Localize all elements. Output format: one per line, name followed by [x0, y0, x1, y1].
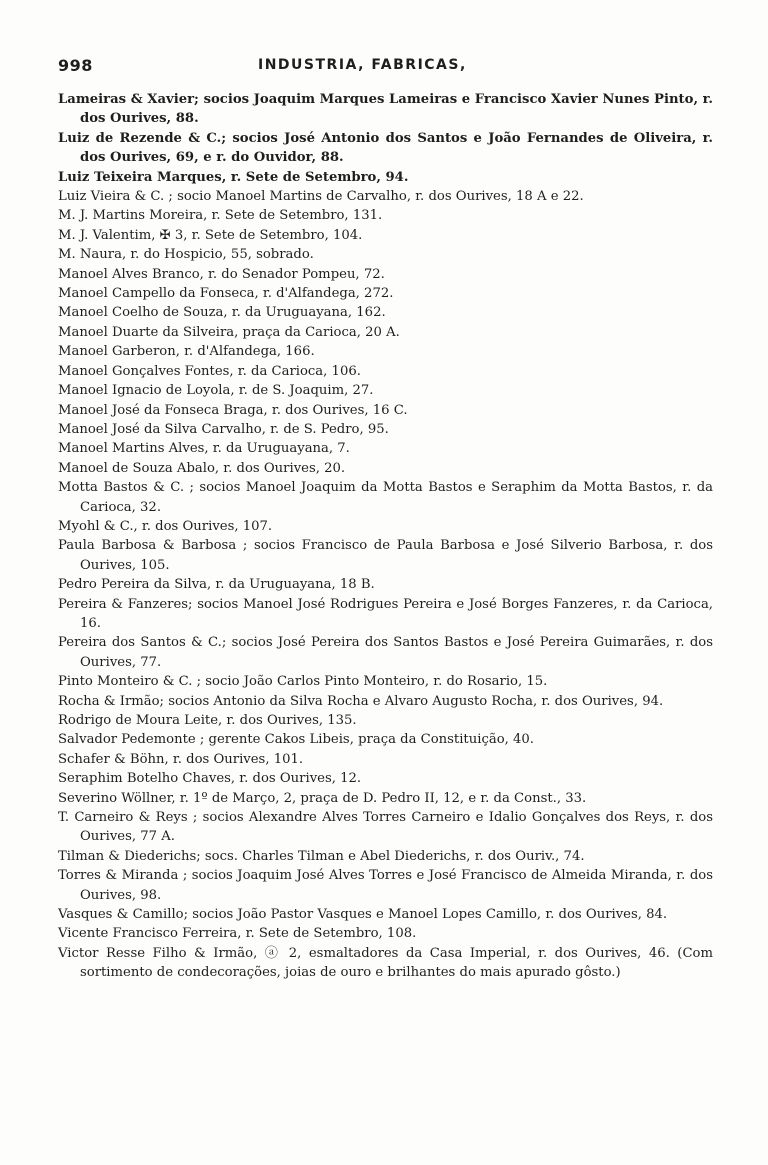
directory-entry: Rocha & Irmão; socios Antonio da Silva Rocha e Alvaro Augusto Rocha, r. dos Ourives, 94. — [58, 693, 664, 709]
directory-entry: Salvador Pedemonte ; gerente Cakos Libeis, praça da Constituição, 40. — [58, 732, 534, 748]
directory-entry: Vicente Francisco Ferreira, r. Sete de Setembro, 108. — [58, 926, 417, 942]
directory-entry: Victor Resse Filho & Irmão, ⓐ 2, esmaltadores da Casa Imperial, r. dos Ourives, 46. (Com sortimento de condecorações, joias de ouro e brilhantes do mais apurado gôsto.) — [58, 945, 713, 981]
directory-entry: Manoel Garberon, r. d'Alfandega, 166. — [58, 344, 315, 360]
page-header — [58, 56, 708, 82]
directory-entry: Severino Wöllner, r. 1º de Março, 2, praça de D. Pedro II, 12, e r. da Const., 33. — [58, 790, 587, 806]
directory-entry: Paula Barbosa & Barbosa ; socios Francisco de Paula Barbosa e José Silverio Barbosa, r. dos Ourives, 105. — [58, 538, 713, 573]
page-number: 998 — [58, 56, 93, 75]
directory-entry: Luiz Teixeira Marques, r. Sete de Setembro, 94. — [58, 169, 409, 185]
directory-entry: M. J. Valentim, ✠ 3, r. Sete de Setembro, 104. — [58, 227, 363, 243]
directory-entry: Manoel Gonçalves Fontes, r. da Carioca, 106. — [58, 363, 361, 379]
directory-entry: Seraphim Botelho Chaves, r. dos Ourives, 12. — [58, 771, 362, 787]
directory-entry: Pereira dos Santos & C.; socios José Pereira dos Santos Bastos e José Pereira Guimarães, r. dos Ourives, 77. — [58, 635, 713, 670]
directory-entry: Luiz Vieira & C. ; socio Manoel Martins de Carvalho, r. dos Ourives, 18 A e 22. — [58, 189, 584, 205]
directory-entry: Pedro Pereira da Silva, r. da Uruguayana, 18 B. — [58, 577, 375, 593]
directory-entry: Motta Bastos & C. ; socios Manoel Joaquim da Motta Bastos e Seraphim da Motta Bastos, r. da Carioca, 32. — [58, 480, 713, 515]
directory-entry: Manoel Duarte da Silveira, praça da Carioca, 20 A. — [58, 324, 400, 340]
directory-entry: Schafer & Böhn, r. dos Ourives, 101. — [58, 751, 304, 767]
directory-entry: Myohl & C., r. dos Ourives, 107. — [58, 518, 273, 534]
directory-entry: Pinto Monteiro & C. ; socio João Carlos Pinto Monteiro, r. do Rosario, 15. — [58, 674, 548, 690]
directory-entry: Luiz de Rezende & C.; socios José Antonio dos Santos e João Fernandes de Oliveira, r. dos Ourives, 69, e r. do Ouvidor, 88. — [58, 130, 713, 166]
directory-entry: T. Carneiro & Reys ; socios Alexandre Alves Torres Carneiro e Idalio Gonçalves dos Reys, r. dos Ourives, 77 A. — [58, 810, 713, 845]
directory-entry: Manoel José da Fonseca Braga, r. dos Ourives, 16 C. — [58, 402, 408, 418]
directory-entry: M. Naura, r. do Hospicio, 55, sobrado. — [58, 247, 314, 263]
directory-entry: Manoel Coelho de Souza, r. da Uruguayana, 162. — [58, 305, 386, 321]
directory-entry: M. J. Martins Moreira, r. Sete de Setembro, 131. — [58, 208, 383, 224]
directory-entry: Vasques & Camillo; socios João Pastor Vasques e Manoel Lopes Camillo, r. dos Ourives, 84. — [58, 907, 668, 923]
directory-entries — [58, 90, 713, 983]
directory-entry: Manoel Ignacio de Loyola, r. de S. Joaquim, 27. — [58, 383, 374, 399]
directory-entry: Tilman & Diederichs; socs. Charles Tilman e Abel Diederichs, r. dos Ouriv., 74. — [58, 848, 585, 864]
directory-entry: Torres & Miranda ; socios Joaquim José Alves Torres e José Francisco de Almeida Miranda, r. dos Ourives, 98. — [58, 868, 713, 903]
directory-entry: Lameiras & Xavier; socios Joaquim Marques Lameiras e Francisco Xavier Nunes Pinto, r. dos Ourives, 88. — [58, 92, 713, 127]
directory-entry: Manoel de Souza Abalo, r. dos Ourives, 20. — [58, 460, 346, 476]
directory-entry: Manoel Campello da Fonseca, r. d'Alfandega, 272. — [58, 286, 394, 302]
running-head: INDUSTRIA, FABRICAS, — [258, 57, 467, 73]
directory-entry: Manoel Alves Branco, r. do Senador Pompeu, 72. — [58, 266, 385, 282]
directory-entry: Manoel José da Silva Carvalho, r. de S. Pedro, 95. — [58, 421, 389, 437]
directory-entry: Manoel Martins Alves, r. da Uruguayana, 7. — [58, 441, 350, 457]
directory-entry: Pereira & Fanzeres; socios Manoel José Rodrigues Pereira e José Borges Fanzeres, r. da Carioca, 16. — [58, 596, 713, 631]
directory-entry: Rodrigo de Moura Leite, r. dos Ourives, 135. — [58, 713, 357, 728]
